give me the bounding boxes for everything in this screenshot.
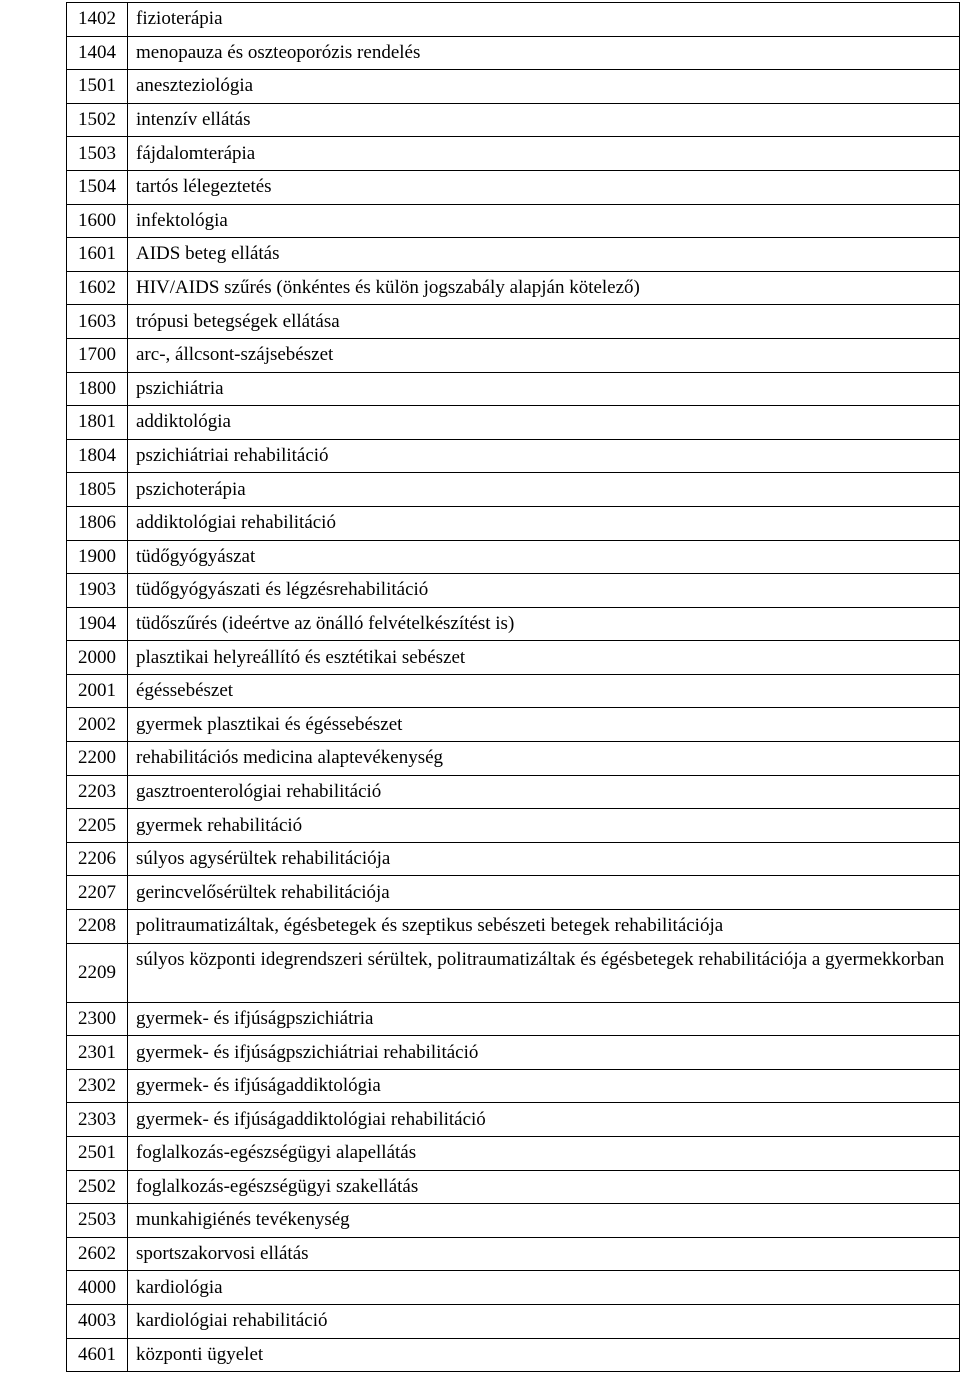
row-code: 1700 (67, 338, 128, 372)
row-name: arc-, állcsont-szájsebészet (128, 338, 960, 372)
row-code: 2502 (67, 1170, 128, 1204)
table-row (67, 910, 960, 944)
row-code: 1602 (67, 271, 128, 305)
row-name: fizioterápia (128, 3, 960, 37)
table-row (67, 1338, 960, 1372)
table-row (67, 305, 960, 339)
row-code: 1801 (67, 406, 128, 440)
row-name: trópusi betegségek ellátása (128, 305, 960, 339)
table-row (67, 372, 960, 406)
row-code: 2000 (67, 641, 128, 675)
row-name: addiktológia (128, 406, 960, 440)
row-name: kardiológia (128, 1271, 960, 1305)
row-code: 2001 (67, 674, 128, 708)
row-code: 1503 (67, 137, 128, 171)
table-row (67, 540, 960, 574)
table-row (67, 607, 960, 641)
table-row (67, 406, 960, 440)
table-row (67, 170, 960, 204)
row-code: 4601 (67, 1338, 128, 1372)
table-row (67, 708, 960, 742)
row-code: 1900 (67, 540, 128, 574)
row-name: intenzív ellátás (128, 103, 960, 137)
row-code: 2207 (67, 876, 128, 910)
row-code: 2002 (67, 708, 128, 742)
table-row (67, 742, 960, 776)
row-name: tüdőszűrés (ideértve az önálló felvételkészítést is) (128, 607, 960, 641)
table-row (67, 3, 960, 37)
table-row (67, 70, 960, 104)
row-code: 1800 (67, 372, 128, 406)
row-code: 2203 (67, 775, 128, 809)
row-code: 2301 (67, 1036, 128, 1070)
row-name: foglalkozás-egészségügyi alapellátás (128, 1137, 960, 1171)
table-row (67, 204, 960, 238)
row-code: 1501 (67, 70, 128, 104)
row-name: súlyos agysérültek rehabilitációja (128, 842, 960, 876)
row-name: gyermek- és ifjúságaddiktológiai rehabilitáció (128, 1103, 960, 1137)
table-row (67, 1271, 960, 1305)
table-row (67, 842, 960, 876)
table-row (67, 1002, 960, 1036)
row-name: menopauza és oszteoporózis rendelés (128, 36, 960, 70)
table-row (67, 103, 960, 137)
table-row (67, 775, 960, 809)
row-code: 2303 (67, 1103, 128, 1137)
row-code: 2501 (67, 1137, 128, 1171)
row-name: fájdalomterápia (128, 137, 960, 171)
table-row (67, 809, 960, 843)
table-row (67, 1137, 960, 1171)
table-row (67, 1304, 960, 1338)
row-code: 1600 (67, 204, 128, 238)
row-code: 2602 (67, 1237, 128, 1271)
table-row (67, 641, 960, 675)
table-row (67, 238, 960, 272)
row-code: 2206 (67, 842, 128, 876)
table-row (67, 473, 960, 507)
row-name: pszichoterápia (128, 473, 960, 507)
row-code: 4000 (67, 1271, 128, 1305)
row-name: gyermek- és ifjúságaddiktológia (128, 1069, 960, 1103)
row-name: aneszteziológia (128, 70, 960, 104)
row-code: 4003 (67, 1304, 128, 1338)
row-code: 1806 (67, 506, 128, 540)
table-row (67, 1036, 960, 1070)
table-row (67, 1204, 960, 1238)
row-name: pszichiátriai rehabilitáció (128, 439, 960, 473)
row-code: 1805 (67, 473, 128, 507)
row-name: égéssebészet (128, 674, 960, 708)
row-code: 1804 (67, 439, 128, 473)
row-code: 1402 (67, 3, 128, 37)
row-code: 2200 (67, 742, 128, 776)
row-code: 1601 (67, 238, 128, 272)
table-row (67, 36, 960, 70)
row-name: súlyos központi idegrendszeri sérültek, politraumatizáltak és égésbetegek rehabilitációja a gyermekkorban (128, 943, 960, 1002)
row-name: AIDS beteg ellátás (128, 238, 960, 272)
row-name: pszichiátria (128, 372, 960, 406)
row-name: plasztikai helyreállító és esztétikai sebészet (128, 641, 960, 675)
table-body (67, 3, 960, 1372)
table-row (67, 1069, 960, 1103)
table-row (67, 338, 960, 372)
table-row (67, 439, 960, 473)
table-row (67, 1237, 960, 1271)
table-row (67, 574, 960, 608)
row-name: gerincvelősérültek rehabilitációja (128, 876, 960, 910)
table-row (67, 943, 960, 1002)
row-name: gasztroenterológiai rehabilitáció (128, 775, 960, 809)
row-name: rehabilitációs medicina alaptevékenység (128, 742, 960, 776)
table-row (67, 1103, 960, 1137)
row-code: 1903 (67, 574, 128, 608)
row-code: 2302 (67, 1069, 128, 1103)
table-row (67, 506, 960, 540)
table-row (67, 876, 960, 910)
specialty-code-table (66, 2, 960, 1372)
row-code: 1404 (67, 36, 128, 70)
row-code: 2208 (67, 910, 128, 944)
table-row (67, 1170, 960, 1204)
row-code: 1504 (67, 170, 128, 204)
row-name: tartós lélegeztetés (128, 170, 960, 204)
row-name: gyermek- és ifjúságpszichiátria (128, 1002, 960, 1036)
row-code: 2209 (67, 943, 128, 1002)
row-code: 1502 (67, 103, 128, 137)
row-name: gyermek plasztikai és égéssebészet (128, 708, 960, 742)
table-row (67, 137, 960, 171)
row-code: 2503 (67, 1204, 128, 1238)
row-code: 2300 (67, 1002, 128, 1036)
row-name: foglalkozás-egészségügyi szakellátás (128, 1170, 960, 1204)
table-row (67, 271, 960, 305)
row-name: kardiológiai rehabilitáció (128, 1304, 960, 1338)
row-name: politraumatizáltak, égésbetegek és szeptikus sebészeti betegek rehabilitációja (128, 910, 960, 944)
row-name: központi ügyelet (128, 1338, 960, 1372)
table-row (67, 674, 960, 708)
row-name: gyermek rehabilitáció (128, 809, 960, 843)
row-name: infektológia (128, 204, 960, 238)
row-code: 2205 (67, 809, 128, 843)
row-name: gyermek- és ifjúságpszichiátriai rehabilitáció (128, 1036, 960, 1070)
row-name: sportszakorvosi ellátás (128, 1237, 960, 1271)
row-name: tüdőgyógyászati és légzésrehabilitáció (128, 574, 960, 608)
row-code: 1904 (67, 607, 128, 641)
row-code: 1603 (67, 305, 128, 339)
row-name: addiktológiai rehabilitáció (128, 506, 960, 540)
row-name: munkahigiénés tevékenység (128, 1204, 960, 1238)
row-name: tüdőgyógyászat (128, 540, 960, 574)
row-name: HIV/AIDS szűrés (önkéntes és külön jogszabály alapján kötelező) (128, 271, 960, 305)
